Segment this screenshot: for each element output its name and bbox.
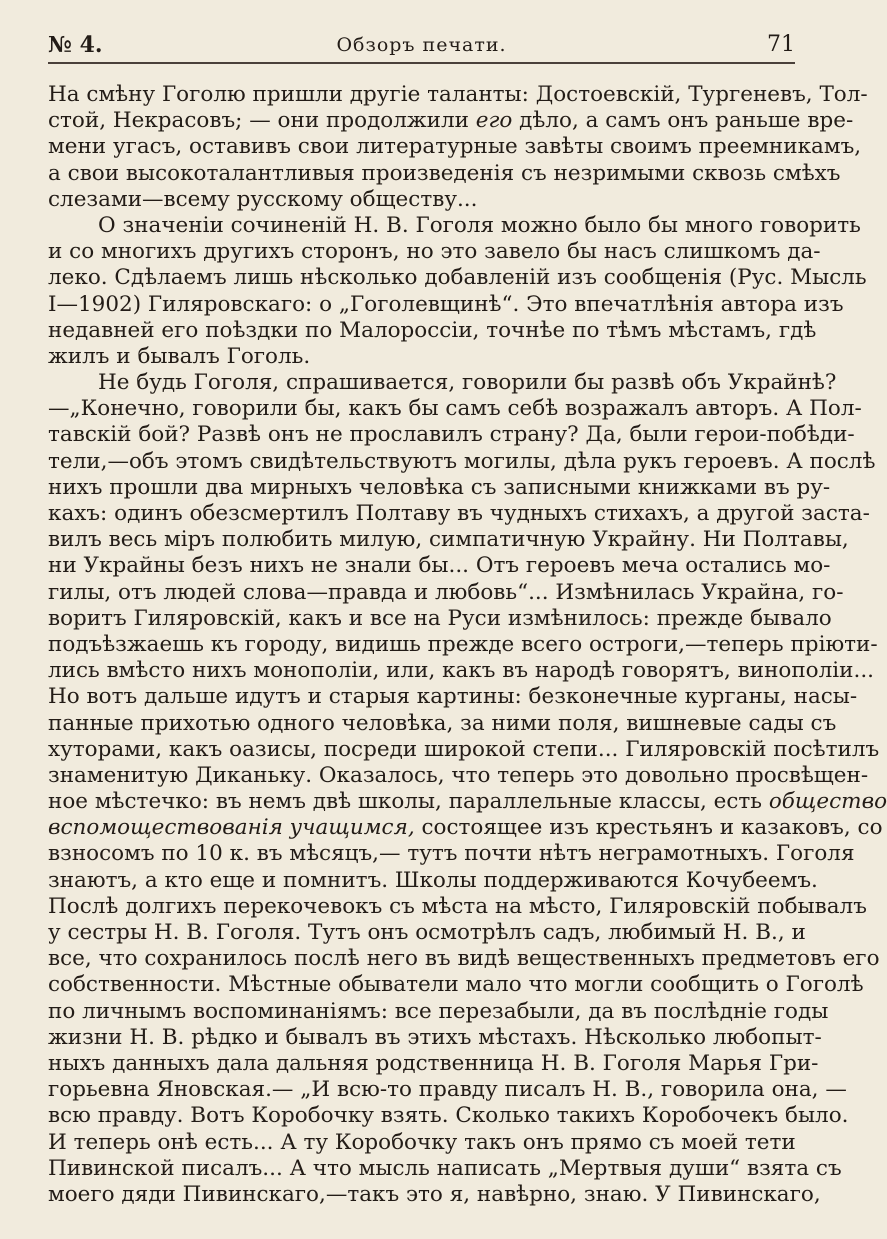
text-line — [48, 160, 841, 187]
text-segment: Пивинской писалъ... А что мысль написать „Мертвыя души“ взята съ — [48, 1155, 842, 1181]
text-line — [48, 920, 806, 946]
text-line — [48, 684, 858, 710]
text-line — [48, 815, 883, 841]
text-line — [48, 658, 874, 684]
text-segment: хуторами, какъ оазисы, посреди широкой степи... Гиляровскій посѣтилъ — [48, 736, 880, 762]
text-line — [48, 134, 862, 160]
text-segment: знаютъ, а кто еще и помнитъ. Школы поддерживаются Кочубеемъ. — [48, 867, 818, 893]
text-segment: горьевна Яновская.— „И всю-то правду писалъ Н. В., говорила она, — — [48, 1077, 847, 1103]
text-line — [48, 1181, 821, 1208]
text-segment: кахъ: одинъ обезсмертилъ Полтаву въ чудныхъ стихахъ, а другой заста- — [48, 501, 870, 526]
text-line — [48, 212, 861, 239]
text-line — [48, 893, 867, 920]
text-line — [48, 1077, 847, 1103]
text-line — [48, 1050, 819, 1077]
text-line — [48, 867, 818, 894]
text-segment: по личнымъ воспоминаніямъ: все перезабыли, да въ послѣдніе годы — [48, 998, 829, 1024]
text-segment: тавскій бой? Развѣ онъ не прославилъ страну? Да, были герои-побѣди- — [48, 422, 855, 448]
text-segment: —„Конечно, говорили бы, какъ бы самъ себѣ возражалъ авторъ. А Пол- — [48, 396, 862, 422]
text-line — [48, 998, 829, 1025]
text-segment: Послѣ долгихъ перекочевокъ съ мѣста на мѣсто, Гиляровскій побывалъ — [48, 893, 867, 919]
text-segment: И теперь онѣ есть... А ту Коробочку такъ онъ прямо съ моей тети — [48, 1129, 796, 1155]
text-segment: подъѣзжаешь къ городу, видишь прежде всего остроги,—теперь пріюти- — [48, 631, 878, 657]
text-line — [48, 82, 868, 108]
text-segment: ни Украйны безъ нихъ не знали бы... Отъ героевъ меча остались мо- — [48, 553, 831, 579]
text-segment: все, что сохранилось послѣ него въ видѣ вещественныхъ предметовъ его — [48, 946, 880, 972]
page-number: 71 — [767, 32, 795, 57]
text-line — [48, 946, 880, 972]
text-line — [48, 841, 855, 867]
text-segment: ное мѣстечко: въ немъ двѣ школы, параллельные классы, есть — [48, 789, 769, 815]
text-line — [48, 553, 831, 579]
text-segment: жизни Н. В. рѣдко и бывалъ въ этихъ мѣстахъ. Нѣсколько любопыт- — [48, 1024, 822, 1050]
section-title: Обзоръ печати. — [336, 34, 507, 56]
text-segment: знаменитую Диканьку. Оказалось, что теперь это довольно просвѣщен- — [48, 762, 869, 788]
text-segment: гилы, отъ людей слова—правда и любовь“... Измѣнилась Украйна, го- — [48, 579, 844, 605]
issue-number: № 4. — [48, 32, 103, 58]
text-segment: панные прихотью одного человѣка, за ними поля, вишневые сады съ — [48, 710, 837, 736]
text-line — [48, 108, 854, 134]
text-line — [48, 448, 876, 475]
text-line — [48, 239, 821, 265]
text-segment: состоящее изъ крестьянъ и казаковъ, со — [414, 815, 883, 841]
text-segment: моего дяди Пивинскаго,—такъ это я, навѣрно, знаю. У Пивинскаго, — [48, 1181, 821, 1207]
text-segment: На смѣну Гоголю пришли другіе таланты: Достоевскій, Тургеневъ, Тол- — [48, 82, 868, 107]
text-segment: Но вотъ дальше идутъ и старыя картины: безконечные курганы, насы- — [48, 684, 858, 710]
text-segment: стой, Некрасовъ; — они продолжили — [48, 108, 476, 134]
text-segment: лись вмѣсто нихъ монополіи, или, какъ въ народѣ говорятъ, винополіи... — [48, 658, 874, 684]
article-body — [48, 82, 887, 1208]
italic-text: общество — [768, 789, 887, 815]
text-segment: I—1902) Гиляровскаго: о „Гоголевщинѣ“. Это впечатлѣнія автора изъ — [48, 291, 844, 317]
italic-text: его — [475, 108, 513, 134]
text-line — [48, 1103, 849, 1129]
text-line — [48, 370, 837, 396]
text-line — [48, 291, 844, 318]
text-segment: дѣло, а самъ онъ раньше вре- — [512, 108, 854, 134]
text-segment: недавней его поѣздки по Малороссіи, точнѣе по тѣмъ мѣстамъ, гдѣ — [48, 317, 817, 343]
text-segment: О значеніи сочиненій Н. В. Гоголя можно было бы много говорить — [98, 212, 861, 238]
text-line — [48, 317, 817, 344]
text-segment: всю правду. Вотъ Коробочку взять. Сколько такихъ Коробочекъ было. — [48, 1103, 849, 1129]
text-segment: ныхъ данныхъ дала дальняя родственница Н. В. Гоголя Марья Гри- — [48, 1050, 819, 1076]
text-segment: жилъ и бывалъ Гоголь. — [48, 343, 311, 369]
italic-text: вспомоществованія учащимся, — [48, 815, 415, 841]
text-segment: вилъ весь міръ полюбить милую, симпатичную Украйну. Ни Полтавы, — [48, 527, 849, 553]
text-segment: у сестры Н. В. Гоголя. Тутъ онъ осмотрѣлъ садъ, любимый Н. В., и — [48, 920, 806, 945]
text-line — [48, 579, 844, 606]
text-line — [48, 527, 849, 553]
text-segment: нихъ прошли два мирныхъ человѣка съ записными книжками въ ру- — [48, 474, 831, 500]
text-segment: взносомъ по 10 к. въ мѣсяцъ,— тутъ почти нѣтъ неграмотныхъ. Гоголя — [48, 841, 855, 867]
text-line — [48, 710, 837, 737]
text-line — [48, 736, 880, 763]
text-line — [48, 344, 795, 370]
text-line — [48, 1155, 842, 1182]
text-segment: тели,—объ этомъ свидѣтельствуютъ могилы, дѣла рукъ героевъ. А послѣ — [48, 448, 876, 474]
text-line — [48, 762, 869, 789]
text-line — [48, 1024, 822, 1051]
text-segment: собственности. Мѣстные обыватели мало что могли сообщить о Гоголѣ — [48, 972, 864, 998]
text-segment: слезами—всему русскому обществу... — [48, 186, 478, 212]
text-segment: воритъ Гиляровскій, какъ и все на Руси измѣнилось: прежде бывало — [48, 605, 832, 631]
text-segment: мени угасъ, оставивъ свои литературные завѣты своимъ преемникамъ, — [48, 134, 862, 160]
text-segment: а свои высокоталантливыя произведенія съ незримыми сквозь смѣхъ — [48, 160, 841, 186]
text-line — [48, 501, 870, 527]
text-line — [48, 265, 867, 291]
text-line — [48, 474, 831, 501]
text-line — [48, 1130, 795, 1156]
text-segment: Не будь Гоголя, спрашивается, говорили бы развѣ объ Украйнѣ? — [98, 370, 837, 396]
text-segment: леко. Сдѣлаемъ лишь нѣсколько добавленій изъ сообщенія (Рус. Мысль — [48, 265, 867, 291]
running-header — [48, 30, 795, 64]
text-line — [48, 422, 855, 448]
text-segment: и со многихъ другихъ сторонъ, но это завело бы насъ слишкомъ да- — [48, 239, 821, 265]
text-line — [48, 972, 864, 998]
text-line — [48, 605, 832, 632]
text-line — [48, 396, 862, 422]
text-line — [48, 789, 887, 815]
text-line — [48, 631, 878, 658]
text-line — [48, 187, 795, 213]
